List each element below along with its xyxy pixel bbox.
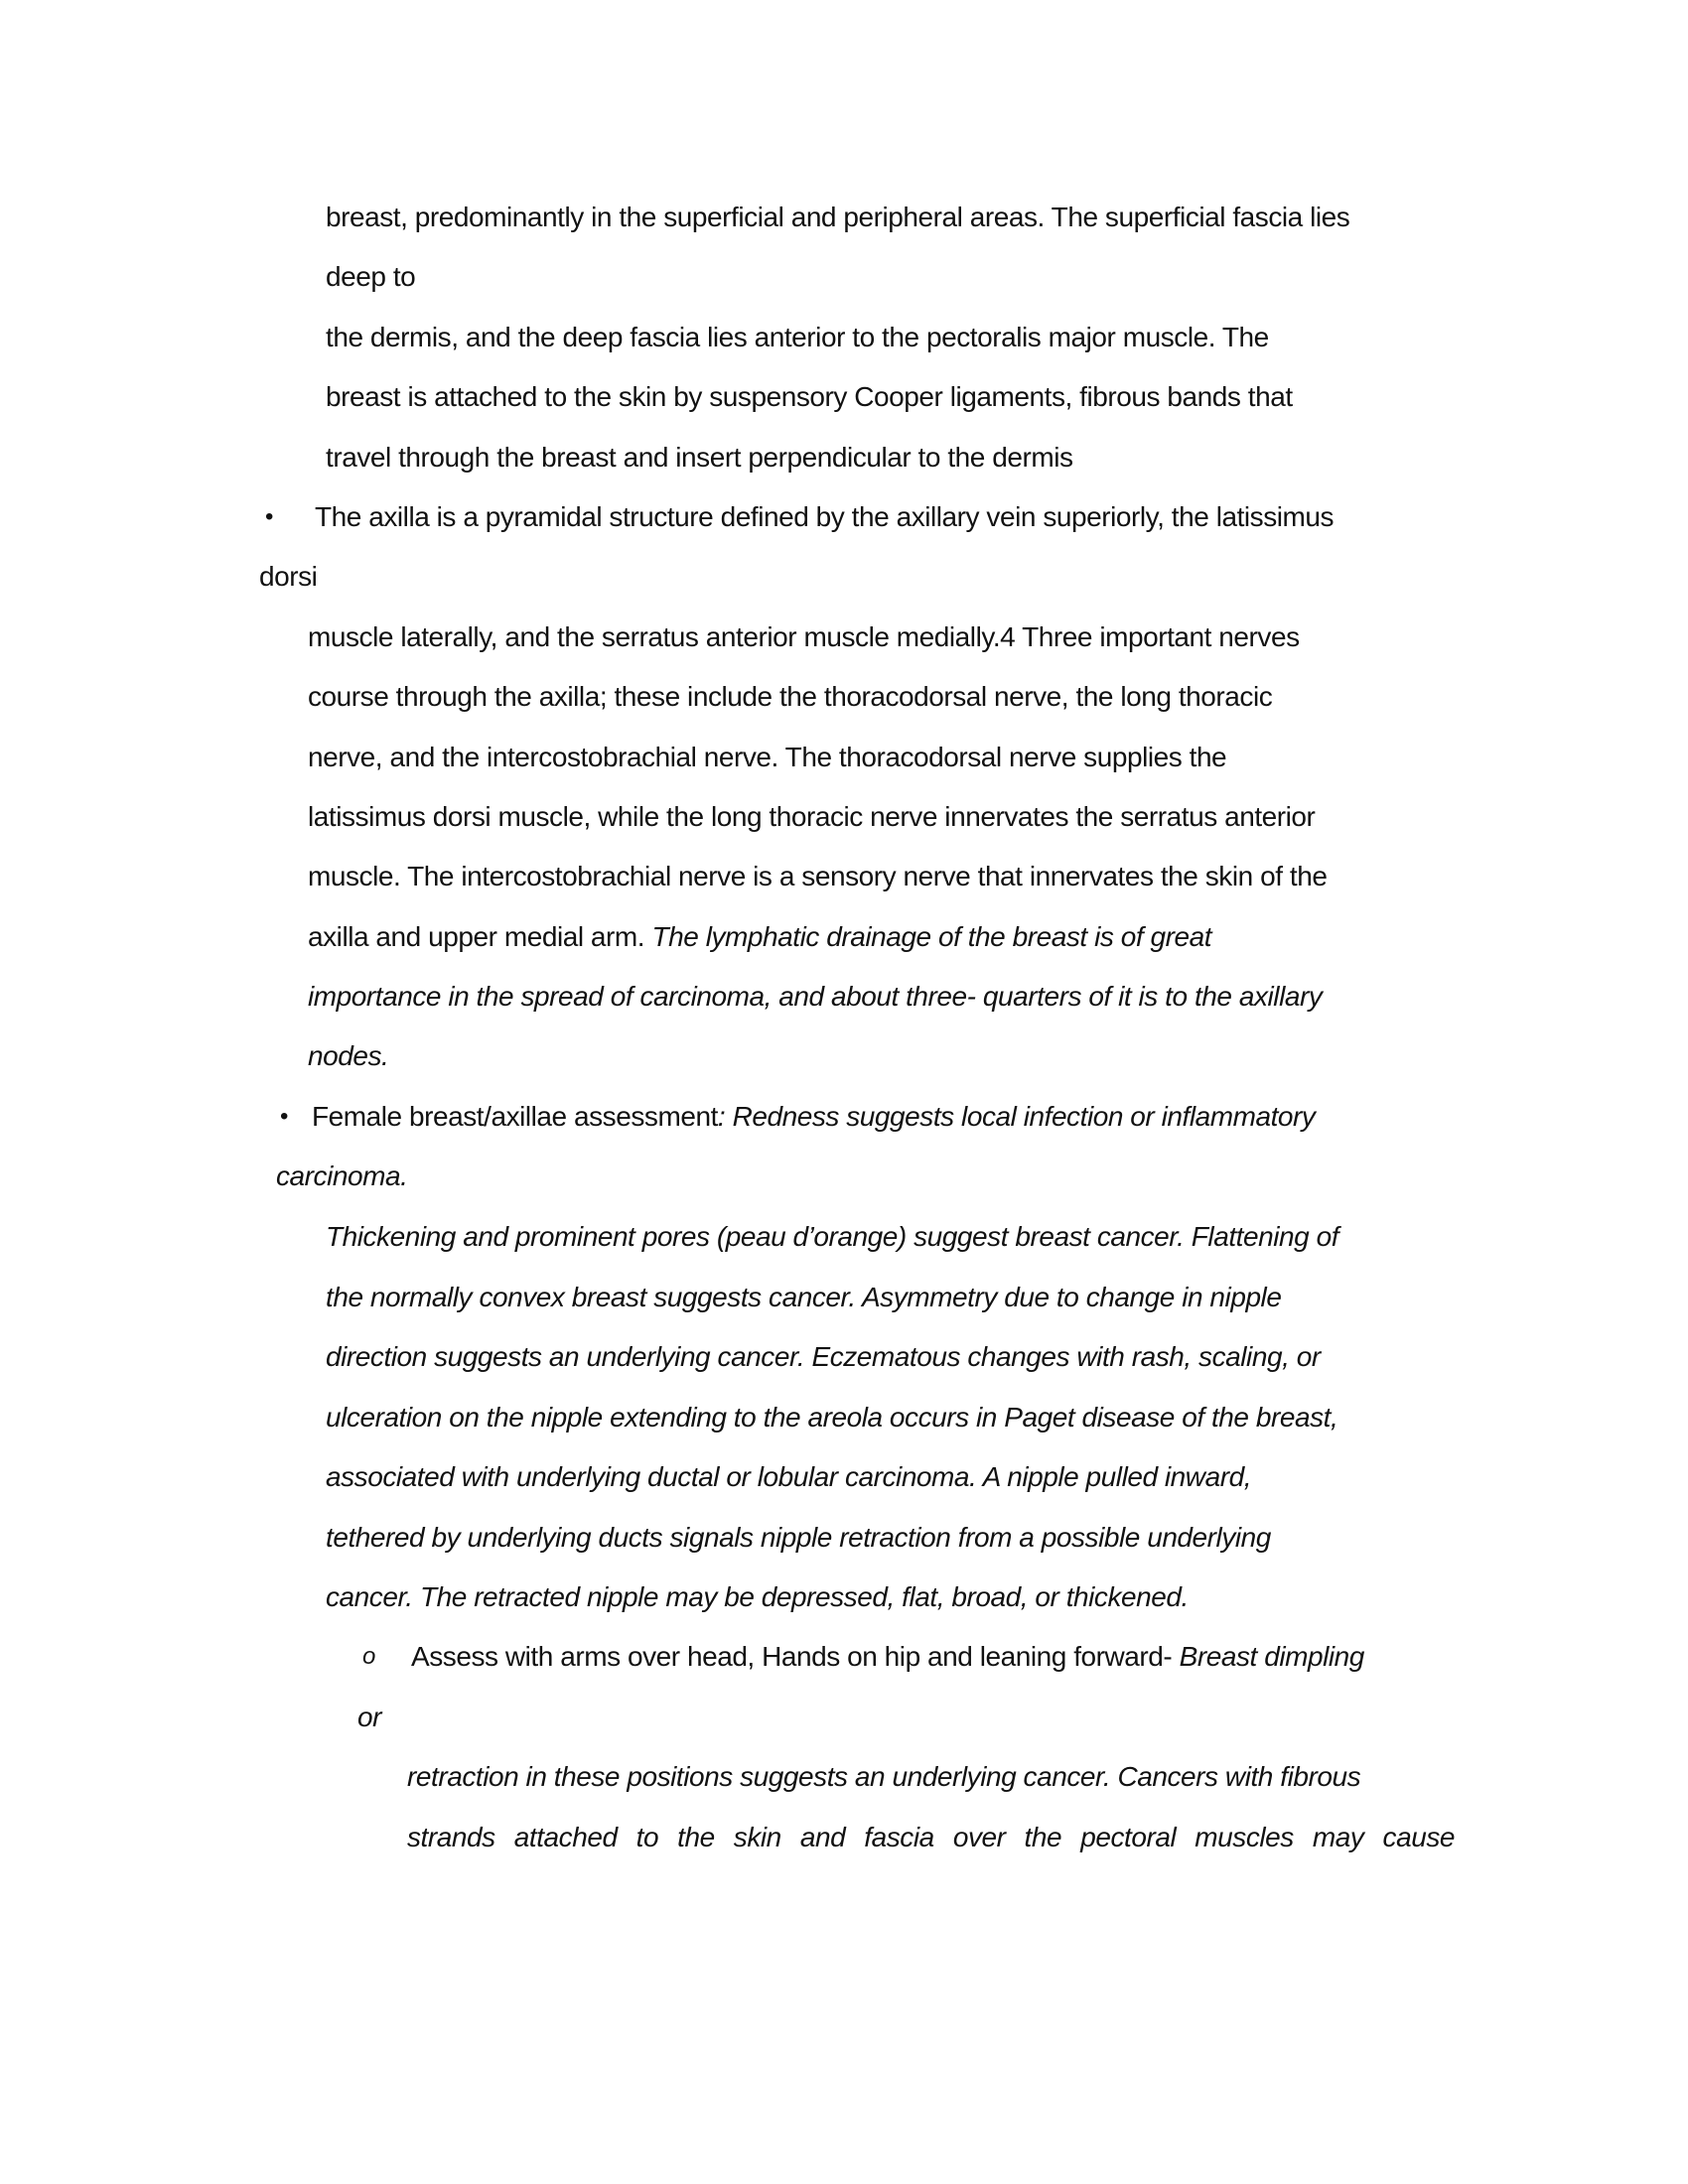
italic-text: The lymphatic drainage of the breast is of great xyxy=(651,921,1212,952)
text-run: axilla and upper medial arm. xyxy=(308,921,652,952)
text-run: muscle laterally, and the serratus anterior muscle medially.4 Three important nerves xyxy=(308,621,1300,652)
italic-text: or xyxy=(357,1702,381,1732)
text-line xyxy=(308,919,1211,955)
text-run: Female breast/axillae assessment xyxy=(312,1101,718,1132)
bullet-icon: • xyxy=(280,1103,289,1130)
text-line xyxy=(326,1280,1281,1315)
text-line xyxy=(407,1820,1455,1855)
sub-bullet-icon: o xyxy=(362,1643,376,1670)
italic-text: retraction in these positions suggests an underlying cancer. Cancers with fibrous xyxy=(407,1761,1361,1792)
text-run: The axilla is a pyramidal structure defined by the axillary vein superiorly, the latissimus xyxy=(315,501,1335,532)
text-run: latissimus dorsi muscle, while the long thoracic nerve innervates the serratus anterior xyxy=(308,801,1316,832)
italic-text: nodes. xyxy=(308,1040,389,1071)
text-line xyxy=(308,740,1226,775)
text-run: Assess with arms over head, Hands on hip and leaning forward- xyxy=(411,1641,1180,1672)
italic-text: importance in the spread of carcinoma, and about three- quarters of it is to the axillary xyxy=(308,981,1323,1012)
text-line xyxy=(308,679,1272,715)
text-line xyxy=(326,379,1293,415)
italic-text: tethered by underlying ducts signals nipple retraction from a possible underlying xyxy=(326,1522,1271,1553)
text-line xyxy=(315,499,1334,535)
text-line xyxy=(312,1099,1315,1135)
text-line xyxy=(326,320,1269,355)
text-run: deep to xyxy=(326,261,416,292)
text-line xyxy=(326,259,415,295)
text-line xyxy=(308,619,1300,655)
text-line xyxy=(276,1159,407,1194)
text-run: travel through the breast and insert perpendicular to the dermis xyxy=(326,442,1073,473)
text-line xyxy=(326,1339,1321,1375)
text-run: muscle. The intercostobrachial nerve is a sensory nerve that innervates the skin of the xyxy=(308,861,1328,891)
italic-text: strands attached to the skin and fascia over the pectoral muscles may cause xyxy=(407,1822,1455,1852)
italic-text: direction suggests an underlying cancer. Eczematous changes with rash, scaling, or xyxy=(326,1341,1321,1372)
text-line xyxy=(357,1700,381,1735)
text-line xyxy=(326,1459,1251,1495)
text-run: breast is attached to the skin by suspensory Cooper ligaments, fibrous bands that xyxy=(326,381,1293,412)
text-line xyxy=(326,1579,1189,1615)
italic-text: associated with underlying ductal or lobular carcinoma. A nipple pulled inward, xyxy=(326,1461,1252,1492)
text-run: the dermis, and the deep fascia lies anterior to the pectoralis major muscle. The xyxy=(326,322,1269,352)
italic-text: cancer. The retracted nipple may be depressed, flat, broad, or thickened. xyxy=(326,1581,1189,1612)
text-line xyxy=(411,1639,1364,1675)
bullet-icon: • xyxy=(265,503,274,530)
italic-text: carcinoma. xyxy=(276,1160,408,1191)
text-line xyxy=(308,979,1322,1015)
text-line xyxy=(259,559,317,595)
text-run: nerve, and the intercostobrachial nerve. The thoracodorsal nerve supplies the xyxy=(308,742,1227,772)
text-line xyxy=(326,200,1349,235)
italic-text: the normally convex breast suggests cancer. Asymmetry due to change in nipple xyxy=(326,1282,1282,1312)
text-line xyxy=(326,1400,1337,1435)
text-run: dorsi xyxy=(259,561,318,592)
text-run: breast, predominantly in the superficial and peripheral areas. The superficial fascia lies xyxy=(326,202,1350,232)
text-line xyxy=(308,799,1315,835)
text-line xyxy=(308,859,1327,894)
italic-text: : Redness suggests local infection or inflammatory xyxy=(717,1101,1316,1132)
text-line xyxy=(326,1520,1271,1556)
italic-text: ulceration on the nipple extending to the areola occurs in Paget disease of the breast, xyxy=(326,1402,1338,1433)
text-run: course through the axilla; these include the thoracodorsal nerve, the long thoracic xyxy=(308,681,1273,712)
italic-text: Breast dimpling xyxy=(1179,1641,1364,1672)
text-line xyxy=(326,1219,1338,1255)
text-line xyxy=(326,440,1073,476)
text-line xyxy=(407,1759,1360,1795)
text-line xyxy=(308,1038,388,1074)
italic-text: Thickening and prominent pores (peau d’orange) suggest breast cancer. Flattening of xyxy=(326,1221,1339,1252)
